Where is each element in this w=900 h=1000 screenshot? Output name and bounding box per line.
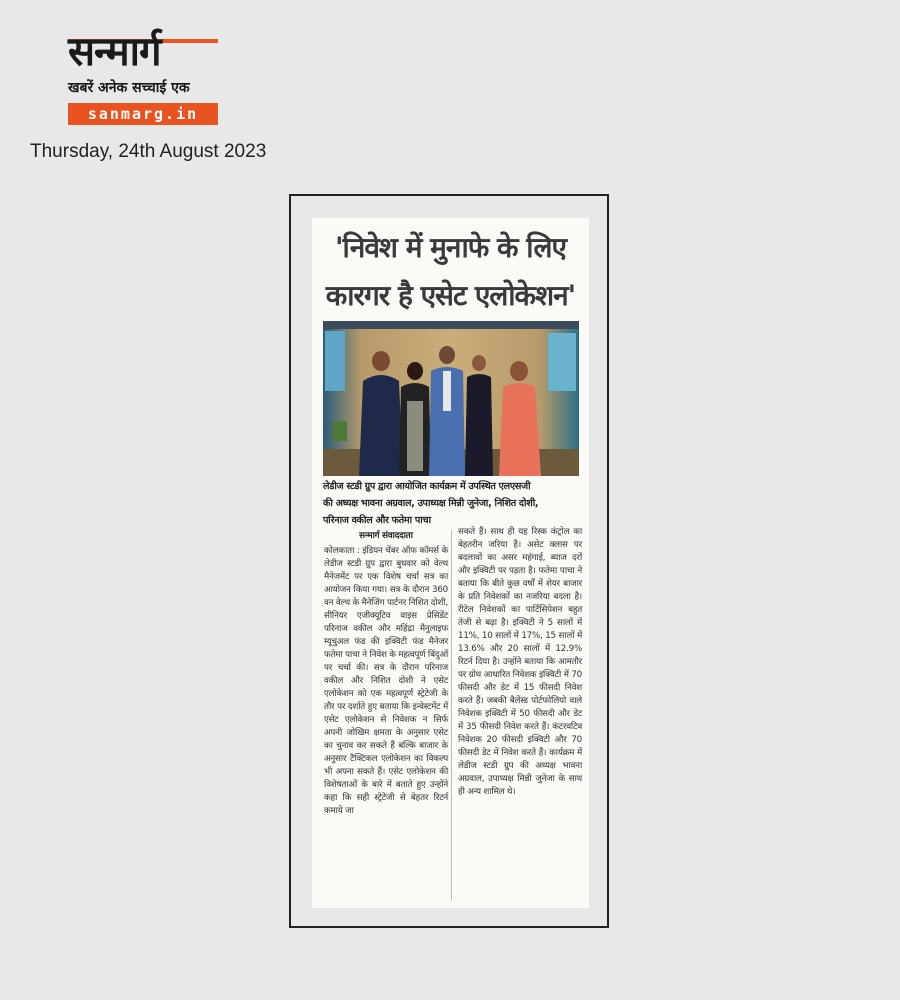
logo-wordmark (68, 28, 220, 75)
logo-url: sanmarg.in (68, 103, 218, 125)
clipping-frame (289, 194, 609, 928)
column-2-text: सकते हैं। साथ ही यह रिस्क कंट्रोल का बेहतरीन जरिया है। असेट क्लास पर बदलावों का असर महंगाई, ब्याज दरों और इक्विटी पर पड़ता है। फतेमा पाचा ने बताया कि बीते कुछ वर्षों में शेयर बाजार के प्रति निवेशकों का नजरिया बदला है। रीटेल निवेशकों का पार्टिसिपेशन बहुत तेजी से बढ़ा है। इक्विटी ने 5 सालों में 11%, 10 सालों में 17%, 15 सालों में 13.6% और 20 सालों में 12.9% रिटर्न दिया है। उन्होंने बताया कि आमतौर पर ग्रोथ आधारित निवेशक इक्विटी में 70 फीसदी और डेट में 15 फीसदी निवेश करते हैं। जबकी बैलेंस्ड पोर्टफोलियो वाले निवेशक इक्विटी में 50 फीसदी और डेट में 35 फीसदी निवेश करते हैं। कंटरवटिव निवेशक 20 फीसदी इक्विटी और 70 फीसदी डेट में निवेश करते हैं। कार्यक्रम में लेडीज स्टडी ग्रुप की अध्यक्ष भावना अग्रवाल, उपाध्यक्ष मिन्नी जुनेजा के साथ ही अन्य शामिल थे। (458, 527, 582, 797)
caption-line-3: परिनाज वकील और फतेमा पाचा (323, 515, 431, 526)
event-photo (323, 321, 579, 476)
publication-date: Thursday, 24th August 2023 (30, 141, 267, 162)
column-1-text: कोलकाता : इंडियन चेंबर ऑफ कॉमर्स के लेडीज स्टडी ग्रुप द्वारा बुधवार को वेल्थ मैनेजमेंट पर एक विशेष चर्चा सत्र का आयोजन किया गया। सत्र के दौरान 360 वन वेल्थ के मैनेजिंग पार्टनर निशित दोशी, सीनियर एजीक्यूटिव वाइस प्रेसिडेंट परिनाज वकील और महिंद्रा मैनुलाइफ म्यूचुअल फंड की इक्विटी फंड मैनेजर फतेमा पाचा ने निवेश के महत्वपूर्ण बिंदुओं पर चर्चा की। सत्र के दौरान परिनाज वकील और निशित दोशी ने एसेट एलोकेशन को एक महत्वपूर्ण स्ट्रेटेजी के तौर पर दर्शाते हुए बताया कि इन्वेस्टमेंट में एसेट एलोकेशन से निवेशक न सिर्फ अपनी जोखिम क्षमता के अनुसार एसेट का चुनाव कर सकते हैं बल्कि बाजार के अनुसार टैक्टिकल एलोकेशन का विकल्प भी अपना सकते हैं। एसेट एलोकेशन की विशेषताओं के बारे में बताते हुए उन्होंने कहा कि सही स्ट्रेटेजी से बेहतर रिटर्न कमाये जा (324, 546, 448, 816)
article-headline (312, 224, 589, 320)
article-column-1 (324, 530, 448, 818)
caption-line-1: लेडीज स्टडी ग्रुप द्वारा आयोजित कार्यक्रम में उपस्थित एलएसजी (323, 481, 531, 492)
sanmarg-logo (68, 28, 220, 125)
photo-caption (323, 478, 581, 529)
column-divider (451, 530, 452, 900)
caption-line-2: की अध्यक्ष भावना अग्रवाल, उपाध्यक्ष मिन्नी जुनेजा, निशित दोशी, (323, 498, 539, 509)
article-byline: सन्मार्ग संवाददाता (359, 531, 413, 541)
logo-tagline: खबरें अनेक सच्चाई एक (68, 80, 190, 96)
headline-line-2: कारगर है एसेट एलोकेशन' (325, 279, 576, 312)
newspaper-clipping (312, 218, 589, 908)
headline-line-1: 'निवेश में मुनाफे के लिए (334, 231, 567, 264)
logo-name: सन्मार्ग (68, 28, 161, 75)
article-column-2 (458, 526, 582, 799)
